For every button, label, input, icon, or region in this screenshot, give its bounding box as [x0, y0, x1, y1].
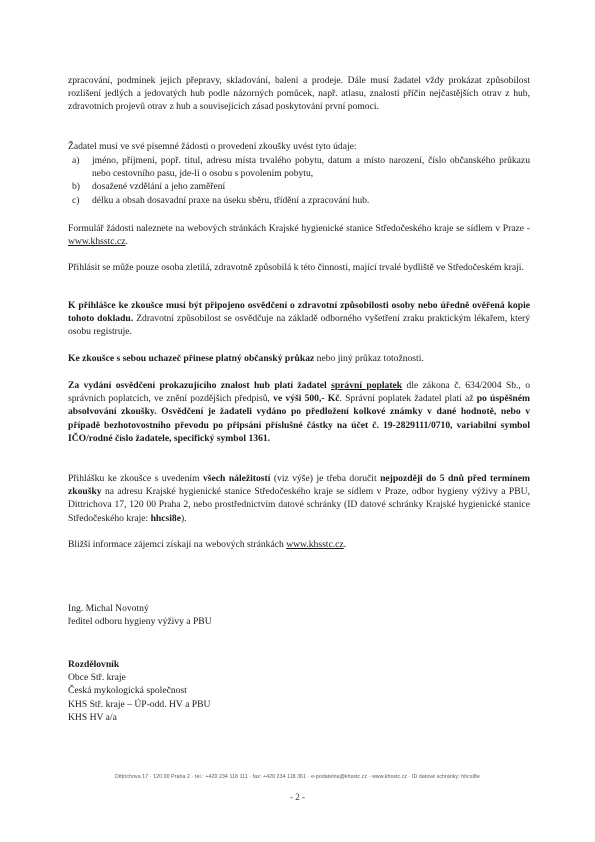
paragraph-text: dle zákona č. 634/2004 Sb., o správních poplatcích, ve znění pozdějších předpisů,	[68, 380, 530, 405]
website-link[interactable]: www.khsstc.cz	[286, 539, 344, 550]
page-footer: Dittrichova 17 · 120 00 Praha 2 · tel.: +420 234 118 111 · fax: +420 234 118 361 · e-podatelna@khsstc.cz · www.khsstc.cz · ID datové schránky: hhcsi8e	[115, 774, 480, 780]
bold-text: ve výši 500,- Kč	[273, 393, 340, 405]
paragraph-end: .	[125, 236, 128, 248]
paragraph-health-certificate	[68, 299, 530, 339]
distribution-item: KHS HV a/a	[68, 711, 117, 723]
distribution-item: Obce Stř. kraje	[68, 672, 126, 684]
application-requirements-list	[68, 154, 530, 207]
paragraph-text: (viz výše) je třeba doručit	[270, 473, 381, 484]
distribution-item: KHS Stř. kraje – ÚP-odd. HV a PBU	[68, 698, 211, 710]
paragraph-text: Přihlášku ke zkoušce s uvedením	[68, 473, 203, 484]
signatory-title: ředitel odboru hygieny výživy a PBU	[68, 616, 212, 628]
signatory-name: Ing. Michal Novotný	[68, 603, 149, 614]
bold-underlined-text: správní poplatek	[331, 380, 403, 391]
paragraph-text: Přihlásit se může pouze osoba zletilá, zdravotně způsobilá k této činnosti, mající trvalé bydliště ve Středočeském kraji.	[68, 262, 524, 273]
list-item	[68, 194, 530, 207]
list-item-text: jméno, příjmení, popř. titul, adresu místa trvalého pobytu, datum a místo narození, číslo občanského průkazu nebo cestovního pasu, jde-li o osobu s povolením pobytu,	[92, 155, 530, 180]
paragraph-text: Formulář žádosti naleznete na webových stránkách Krajské hygienické stanice Středočeského kraje se sídlem v Praze -	[68, 223, 530, 234]
list-marker: a)	[72, 155, 80, 166]
list-marker: c)	[72, 194, 80, 206]
list-marker: b)	[72, 181, 80, 193]
bold-text: Ke zkoušce s sebou uchazeč přinese platný občanský průkaz	[68, 353, 315, 364]
bold-text: po úspěšném absolvování zkoušky	[68, 393, 531, 418]
paragraph-text: ).	[180, 512, 187, 524]
website-link[interactable]: www.khsstc.cz	[68, 236, 126, 248]
paragraph-text: Bližší informace zájemci získají na webových stránkách	[68, 539, 287, 550]
bold-text: . Osvědčení je žadateli vydáno po předložení kolkové známky v dané hodnotě, nebo v případě bezhotovostního převodu po připsání příslušné částky na účet č. 19-2829111/0710, variabilní symbol IČO/rodné číslo žadatele, specifický symbol 1361.	[68, 406, 531, 444]
bold-text: všech náležitostí	[203, 473, 271, 484]
bold-text: hhcsi8e	[150, 512, 181, 524]
paragraph-text: Žadatel musí ve své písemné žádosti o provedení zkoušky uvést tyto údaje:	[68, 141, 357, 152]
paragraph-application-intro	[68, 140, 530, 153]
list-item-text: délku a obsah dosavadní praxe na úseku sběru, třídění a zpracování hub.	[92, 194, 370, 206]
bold-text: K přihlášce ke zkoušce musí být připojeno osvědčení o zdravotní způsobilosti osoby nebo úředně ověřená kopie tohoto dokladu.	[68, 300, 530, 325]
signature-block	[68, 602, 212, 628]
paragraph-text: Zdravotní způsobilost se osvědčuje na základě odborného vyšetření zraku praktickým lékařem, který osobu registruje.	[68, 313, 531, 338]
list-item-text: dosažené vzdělání a jeho zaměření	[92, 181, 226, 193]
paragraph-more-info	[68, 538, 530, 551]
page-number: - 2 -	[290, 792, 305, 802]
bold-text: nejpozději do 5 dnů před termínem zkoušky	[68, 473, 531, 498]
paragraph-text: . Správní poplatek žadatel platí až	[339, 393, 477, 405]
list-item	[68, 180, 530, 193]
distribution-heading: Rozdělovník	[68, 659, 120, 670]
distribution-item: Česká mykologická společnost	[68, 685, 187, 697]
paragraph-eligibility	[68, 261, 530, 274]
paragraph-fee	[68, 379, 530, 445]
paragraph-submission	[68, 472, 530, 525]
paragraph-text: nebo jiný průkaz totožnosti.	[314, 353, 424, 364]
paragraph-form-location	[68, 222, 530, 248]
paragraph-text: na adresu Krajské hygienické stanice Středočeského kraje se sídlem v Praze, odbor hygieny výživy a PBU, Dittrichova 17, 120 00 Praha 2, nebo prostřednictvím datové schránky (ID datové schránky Krajské hygienické stanice Středočeského kraje:	[68, 486, 530, 524]
paragraph-exam-requirements	[68, 74, 530, 114]
bold-text: Za vydání osvědčení prokazujícího znalost hub platí žadatel	[68, 380, 332, 391]
paragraph-text: zpracování, podmínek jejich přepravy, skladování, balení a prodeje. Dále musí žadatel vždy prokázat způsobilost rozlišení jedlých a jedovatých hub podle názorných pomůcek, např. atlasu, znalosti příčin nejčastějších otrav z hub, zdravotních projevů otrav z hub a souvisejících zásad poskytování první pomoci.	[68, 75, 530, 113]
paragraph-end: .	[343, 539, 347, 550]
distribution-list	[68, 658, 210, 724]
paragraph-id-card	[68, 352, 530, 365]
list-item	[68, 154, 530, 180]
